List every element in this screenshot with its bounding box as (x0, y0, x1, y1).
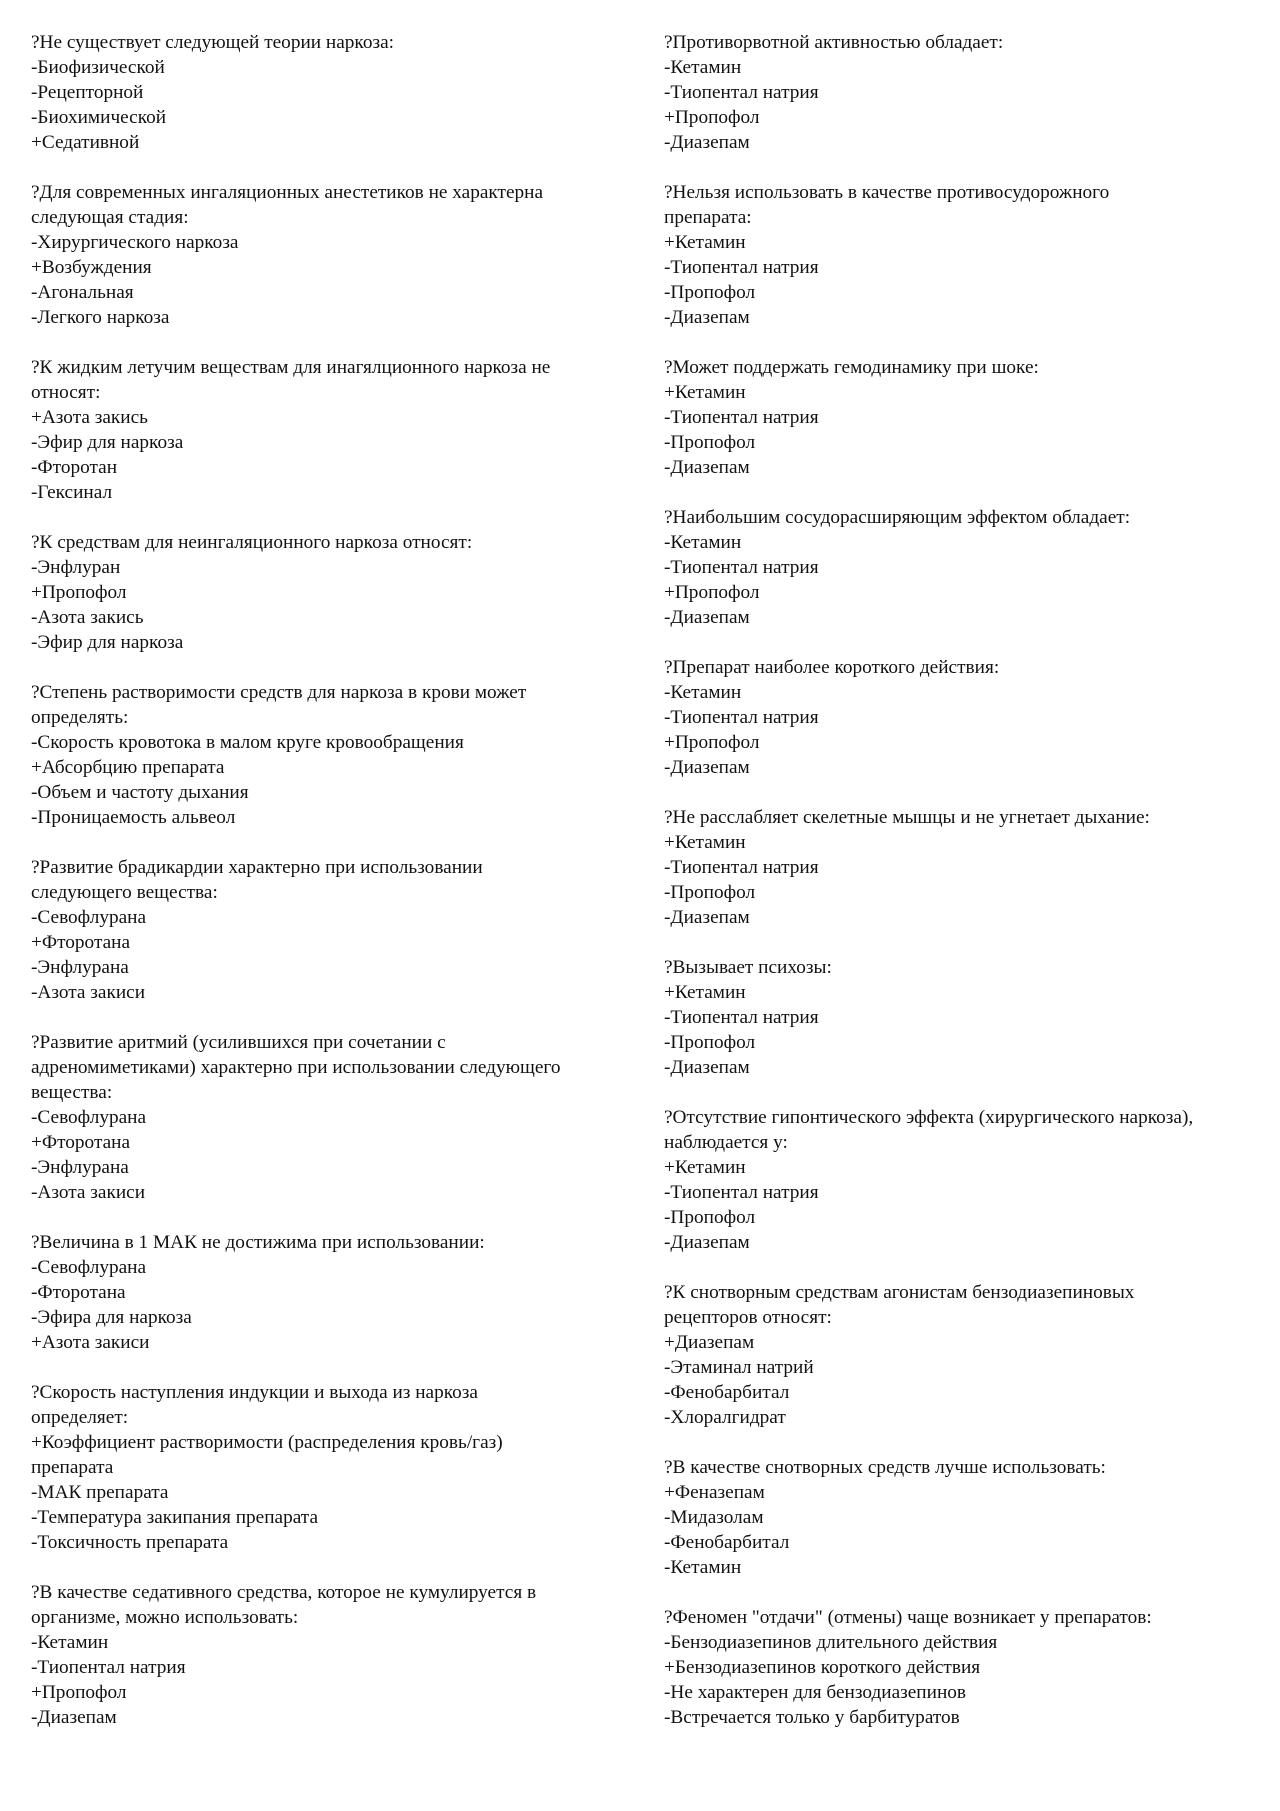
question-text: ?К жидким летучим веществам для инагялционного наркоза не относят: (31, 357, 551, 403)
answer-option: -Диазепам (664, 132, 750, 153)
answer-option: -Диазепам (664, 607, 750, 628)
answer-option: -Севофлурана (31, 1257, 147, 1278)
answer-option: -Не характерен для бензодиазепинов (664, 1682, 967, 1703)
answer-option: +Возбуждения (31, 257, 152, 278)
answer-option: -Энфлуран (31, 557, 121, 578)
question-text: ?Препарат наиболее короткого действия: (664, 657, 1000, 678)
answer-option: -Пропофол (664, 1032, 756, 1053)
question-text: ?Нельзя использовать в качестве противосудорожного препарата: (664, 182, 1110, 228)
question-block (31, 855, 641, 1005)
question-block (31, 1580, 641, 1730)
question-text: ?Отсутствие гипонтического эффекта (хирургического наркоза), наблюдается у: (664, 1107, 1194, 1153)
answer-option: -Пропофол (664, 882, 756, 903)
question-block (31, 1030, 641, 1205)
answer-option: +Пропофол (31, 1682, 127, 1703)
answer-option: -Этаминал натрий (664, 1357, 814, 1378)
answer-option: +Фторотана (31, 932, 131, 953)
answer-option: -Фторотан (31, 457, 118, 478)
answer-option: +Абсорбцию препарата (31, 757, 225, 778)
answer-option: -Фторотана (31, 1282, 126, 1303)
answer-option: +Кетамин (664, 232, 746, 253)
answer-option: +Кетамин (664, 982, 746, 1003)
answer-option: +Кетамин (664, 832, 746, 853)
answer-option: -Гексинал (31, 482, 113, 503)
answer-option: -Эфир для наркоза (31, 632, 184, 653)
answer-option: -Тиопентал натрия (664, 407, 819, 428)
answer-option: -Севофлурана (31, 907, 147, 928)
answer-option: -Хлоралгидрат (664, 1407, 786, 1428)
question-text: ?Скорость наступления индукции и выхода из наркоза определяет: (31, 1382, 478, 1428)
question-block (31, 180, 641, 330)
answer-option: -Пропофол (664, 432, 756, 453)
question-block (664, 1455, 1264, 1580)
answer-option: +Пропофол (664, 582, 760, 603)
question-block (664, 1280, 1264, 1430)
answer-option: -Диазепам (664, 307, 750, 328)
answer-option: -Диазепам (664, 1232, 750, 1253)
answer-option: -Диазепам (664, 907, 750, 928)
answer-option: -Тиопентал натрия (664, 1182, 819, 1203)
answer-option: -Эфир для наркоза (31, 432, 184, 453)
question-block (664, 655, 1264, 780)
question-text: ?Противорвотной активностью обладает: (664, 32, 1004, 53)
answer-option: -Диазепам (664, 1057, 750, 1078)
question-block (31, 30, 641, 155)
question-block (31, 680, 641, 830)
answer-option: +Седативной (31, 132, 140, 153)
question-text: ?Развитие аритмий (усилившихся при сочетании с адреномиметиками) характерно при использовании следующего вещества: (31, 1032, 561, 1103)
answer-option: -Кетамин (664, 1557, 742, 1578)
answer-option: +Феназепам (664, 1482, 765, 1503)
answer-option: -Диазепам (664, 457, 750, 478)
answer-option: -Тиопентал натрия (664, 82, 819, 103)
answer-option: -Агональная (31, 282, 134, 303)
answer-option: -Севофлурана (31, 1107, 147, 1128)
answer-option: -Азота закись (31, 607, 144, 628)
answer-option: -Токсичность препарата (31, 1532, 229, 1553)
answer-option: -Кетамин (664, 532, 742, 553)
question-text: ?Не существует следующей теории наркоза: (31, 32, 394, 53)
answer-option: +Бензодиазепинов короткого действия (664, 1657, 981, 1678)
question-text: ?К снотворным средствам агонистам бензодиазепиновых рецепторов относят: (664, 1282, 1135, 1328)
answer-option: -Рецепторной (31, 82, 144, 103)
answer-option: -Температура закипания препарата (31, 1507, 319, 1528)
answer-option: +Азота закись (31, 407, 148, 428)
answer-option: +Азота закиси (31, 1332, 150, 1353)
question-text: ?Феномен "отдачи" (отмены) чаще возникает у препаратов: (664, 1607, 1152, 1628)
answer-option: -Скорость кровотока в малом круге кровообращения (31, 732, 464, 753)
question-block (664, 505, 1264, 630)
answer-option: -Пропофол (664, 1207, 756, 1228)
answer-option: -Эфира для наркоза (31, 1307, 192, 1328)
question-text: ?Наибольшим сосудорасширяющим эффектом обладает: (664, 507, 1131, 528)
answer-option: -Азота закиси (31, 1182, 146, 1203)
answer-option: -Тиопентал натрия (31, 1657, 186, 1678)
question-block (664, 1105, 1264, 1255)
answer-option: -Пропофол (664, 282, 756, 303)
question-block (664, 30, 1264, 155)
question-block (664, 180, 1264, 330)
answer-option: -Легкого наркоза (31, 307, 170, 328)
right-column (664, 30, 1264, 1755)
answer-option: -Бензодиазепинов длительного действия (664, 1632, 998, 1653)
answer-option: +Диазепам (664, 1332, 755, 1353)
answer-option: -Встречается только у барбитуратов (664, 1707, 960, 1728)
answer-option: +Коэффициент растворимости (распределения кровь/газ) препарата (31, 1432, 503, 1478)
answer-option: -Тиопентал натрия (664, 557, 819, 578)
answer-option: -Проницаемость альвеол (31, 807, 236, 828)
question-block (31, 355, 641, 505)
answer-option: +Кетамин (664, 382, 746, 403)
question-block (664, 805, 1264, 930)
answer-option: +Фторотана (31, 1132, 131, 1153)
left-column (31, 30, 641, 1755)
answer-option: -Тиопентал натрия (664, 857, 819, 878)
answer-option: -Кетамин (31, 1632, 109, 1653)
answer-option: -Мидазолам (664, 1507, 764, 1528)
answer-option: +Пропофол (31, 582, 127, 603)
answer-option: -Хирургического наркоза (31, 232, 239, 253)
question-block (31, 1380, 641, 1555)
question-block (664, 1605, 1264, 1730)
question-text: ?Вызывает психозы: (664, 957, 832, 978)
answer-option: -МАК препарата (31, 1482, 169, 1503)
answer-option: -Кетамин (664, 57, 742, 78)
answer-option: -Азота закиси (31, 982, 146, 1003)
answer-option: -Кетамин (664, 682, 742, 703)
question-block (31, 530, 641, 655)
question-text: ?Для современных ингаляционных анестетиков не характерна следующая стадия: (31, 182, 544, 228)
question-block (664, 355, 1264, 480)
answer-option: -Диазепам (664, 757, 750, 778)
answer-option: -Биофизической (31, 57, 165, 78)
question-block (664, 955, 1264, 1080)
answer-option: -Тиопентал натрия (664, 1007, 819, 1028)
question-text: ?Развитие брадикардии характерно при использовании следующего вещества: (31, 857, 483, 903)
answer-option: -Диазепам (31, 1707, 117, 1728)
answer-option: +Кетамин (664, 1157, 746, 1178)
answer-option: -Биохимической (31, 107, 167, 128)
question-text: ?Не расслабляет скелетные мышцы и не угнетает дыхание: (664, 807, 1150, 828)
answer-option: -Фенобарбитал (664, 1382, 790, 1403)
question-text: ?В качестве седативного средства, которое не кумулируется в организме, можно использовать: (31, 1582, 537, 1628)
answer-option: -Энфлурана (31, 1157, 129, 1178)
answer-option: -Тиопентал натрия (664, 257, 819, 278)
question-text: ?К средствам для неингаляционного наркоза относят: (31, 532, 473, 553)
question-block (31, 1230, 641, 1355)
answer-option: -Фенобарбитал (664, 1532, 790, 1553)
answer-option: -Объем и частоту дыхания (31, 782, 249, 803)
answer-option: +Пропофол (664, 107, 760, 128)
question-text: ?Величина в 1 МАК не достижима при использовании: (31, 1232, 485, 1253)
answer-option: -Энфлурана (31, 957, 129, 978)
question-text: ?Степень растворимости средств для наркоза в крови может определять: (31, 682, 527, 728)
answer-option: +Пропофол (664, 732, 760, 753)
question-text: ?Может поддержать гемодинамику при шоке: (664, 357, 1039, 378)
question-text: ?В качестве снотворных средств лучше использовать: (664, 1457, 1106, 1478)
answer-option: -Тиопентал натрия (664, 707, 819, 728)
